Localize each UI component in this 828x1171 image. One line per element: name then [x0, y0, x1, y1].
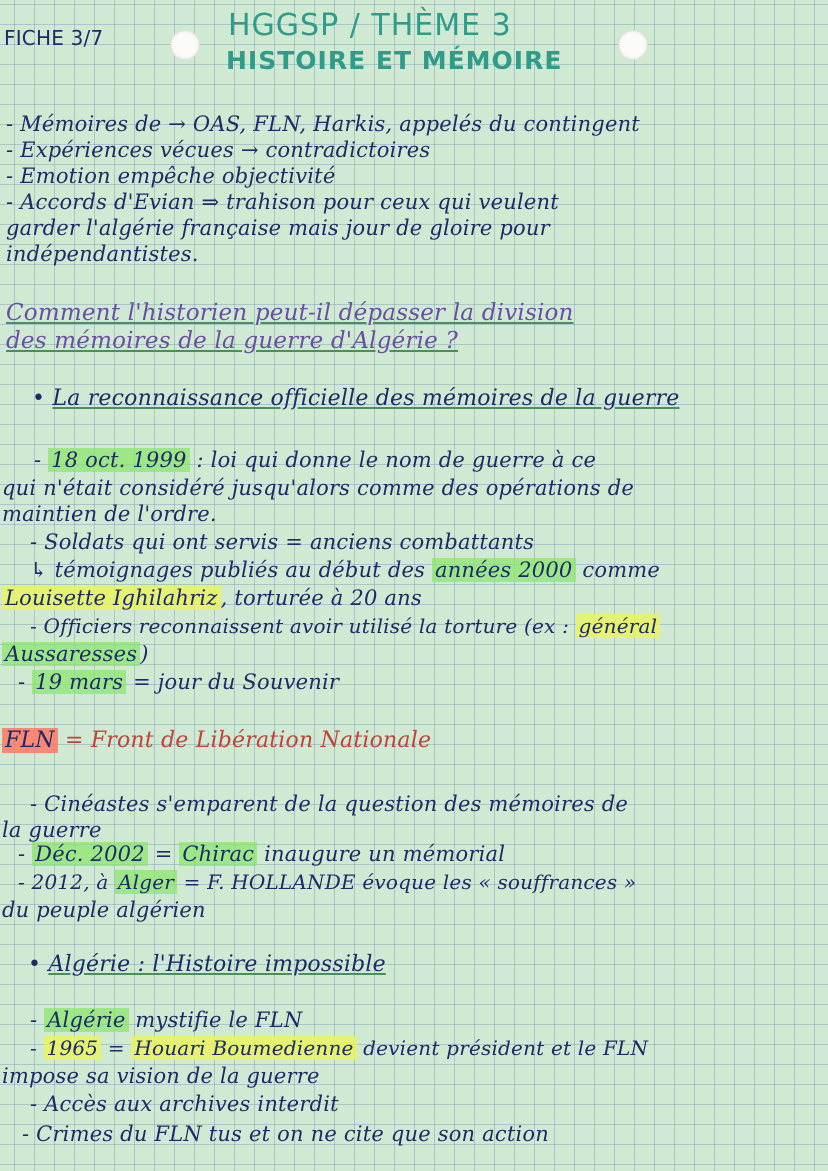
- algerie-text: mystifie le FLN: [135, 1008, 303, 1032]
- date1-line-2: qui n'était considéré jusqu'alors comme des opérations de: [2, 476, 635, 500]
- crimes-line: - Crimes du FLN tus et on ne cite que son action: [22, 1122, 549, 1146]
- archives-line: - Accès aux archives interdit: [30, 1092, 339, 1116]
- paren: ): [140, 642, 149, 666]
- mars-text: = jour du Souvenir: [133, 670, 340, 694]
- soldats-line: - Soldats qui ont servis = anciens combattants: [30, 530, 535, 554]
- equals: =: [107, 1036, 125, 1060]
- y2012-line-2: du peuple algérien: [2, 898, 206, 922]
- fln-text: = Front de Libération Nationale: [64, 728, 432, 753]
- aussaresses-line: [2, 642, 149, 666]
- section1-heading-text: La reconnaissance officielle des mémoires de la guerre: [52, 386, 680, 411]
- years-highlight: années 2000: [432, 558, 576, 582]
- date1-line: [34, 448, 596, 472]
- y2012-rest: = F. HOLLANDE évoque les « souffrances »: [183, 870, 637, 894]
- section2-heading-text: Algérie : l'Histoire impossible: [48, 952, 386, 977]
- question-line-2: des mémoires de la guerre d'Algérie ?: [6, 328, 459, 354]
- page-subtitle: HISTOIRE ET MÉMOIRE: [226, 46, 563, 75]
- aussaresses-highlight: Aussaresses: [2, 642, 140, 666]
- louisette-rest: , torturée à 20 ans: [220, 586, 422, 610]
- algerie-line: - Algérie mystifie le FLN: [30, 1008, 303, 1032]
- date-highlight: 18 oct. 1999: [48, 448, 189, 472]
- section1-heading: [32, 386, 680, 411]
- cineastes-line: - Cinéastes s'emparent de la question des mémoires de: [30, 792, 629, 816]
- intro-line-4: - Accords d'Evian ⇒ trahison pour ceux qui veulent: [6, 190, 559, 214]
- temoignages-text: ↳ témoignages publiés au début des: [30, 558, 426, 582]
- binder-hole-left: [170, 30, 200, 60]
- date1-text: : loi qui donne le nom de guerre à ce: [196, 448, 597, 472]
- fln-definition: [2, 728, 431, 753]
- intro-line-6: indépendantistes.: [6, 242, 199, 266]
- temoignages-rest: comme: [582, 558, 661, 582]
- dash: -: [30, 1036, 44, 1060]
- intro-line-1: - Mémoires de → OAS, FLN, Harkis, appelés du contingent: [6, 112, 640, 136]
- y1965-text: devient président et le FLN: [363, 1036, 649, 1060]
- bullet: •: [28, 952, 42, 977]
- officiers-line: [30, 614, 660, 638]
- officiers-text: - Officiers reconnaissent avoir utilisé la torture (ex :: [30, 614, 570, 638]
- y1965-line: [30, 1036, 648, 1060]
- name-highlight: Louisette Ighilahriz: [2, 586, 221, 610]
- equals: =: [154, 842, 173, 866]
- y1965-line-2: impose sa vision de la guerre: [2, 1064, 320, 1088]
- binder-hole-right: [618, 30, 648, 60]
- dash: -: [34, 448, 49, 472]
- fiche-label: FICHE 3/7: [4, 26, 104, 50]
- date1-line-3: maintien de l'ordre.: [2, 502, 217, 526]
- dash: -: [18, 670, 33, 694]
- algerie-highlight: Algérie: [44, 1008, 128, 1032]
- temoignages-line: [30, 558, 660, 582]
- fln-highlight: FLN: [2, 728, 58, 753]
- dash: -: [18, 842, 33, 866]
- section2-heading: [28, 952, 386, 977]
- dec-text: inaugure un mémorial: [264, 842, 506, 866]
- y2012-line: [18, 870, 636, 894]
- cineastes-line-2: la guerre: [2, 818, 102, 842]
- general-highlight: général: [576, 614, 661, 638]
- louisette-line: [2, 586, 422, 610]
- intro-line-2: - Expériences vécues → contradictoires: [6, 138, 431, 162]
- dec-highlight: Déc. 2002: [32, 842, 148, 866]
- alger-highlight: Alger: [115, 870, 177, 894]
- intro-line-5: garder l'algérie française mais jour de gloire pour: [6, 216, 550, 240]
- intro-line-3: - Emotion empêche objectivité: [6, 164, 336, 188]
- houari-highlight: Houari Boumedienne: [131, 1036, 356, 1060]
- mars-line: [18, 670, 339, 694]
- y1965-highlight: 1965: [44, 1036, 102, 1060]
- page-title: HGGSP / THÈME 3: [228, 8, 512, 43]
- bullet: •: [32, 386, 46, 411]
- question-line-1: Comment l'historien peut-il dépasser la division: [6, 300, 574, 326]
- y2012-text: - 2012, à: [18, 870, 109, 894]
- mars-highlight: 19 mars: [32, 670, 126, 694]
- chirac-highlight: Chirac: [179, 842, 257, 866]
- dec-line: [18, 842, 505, 866]
